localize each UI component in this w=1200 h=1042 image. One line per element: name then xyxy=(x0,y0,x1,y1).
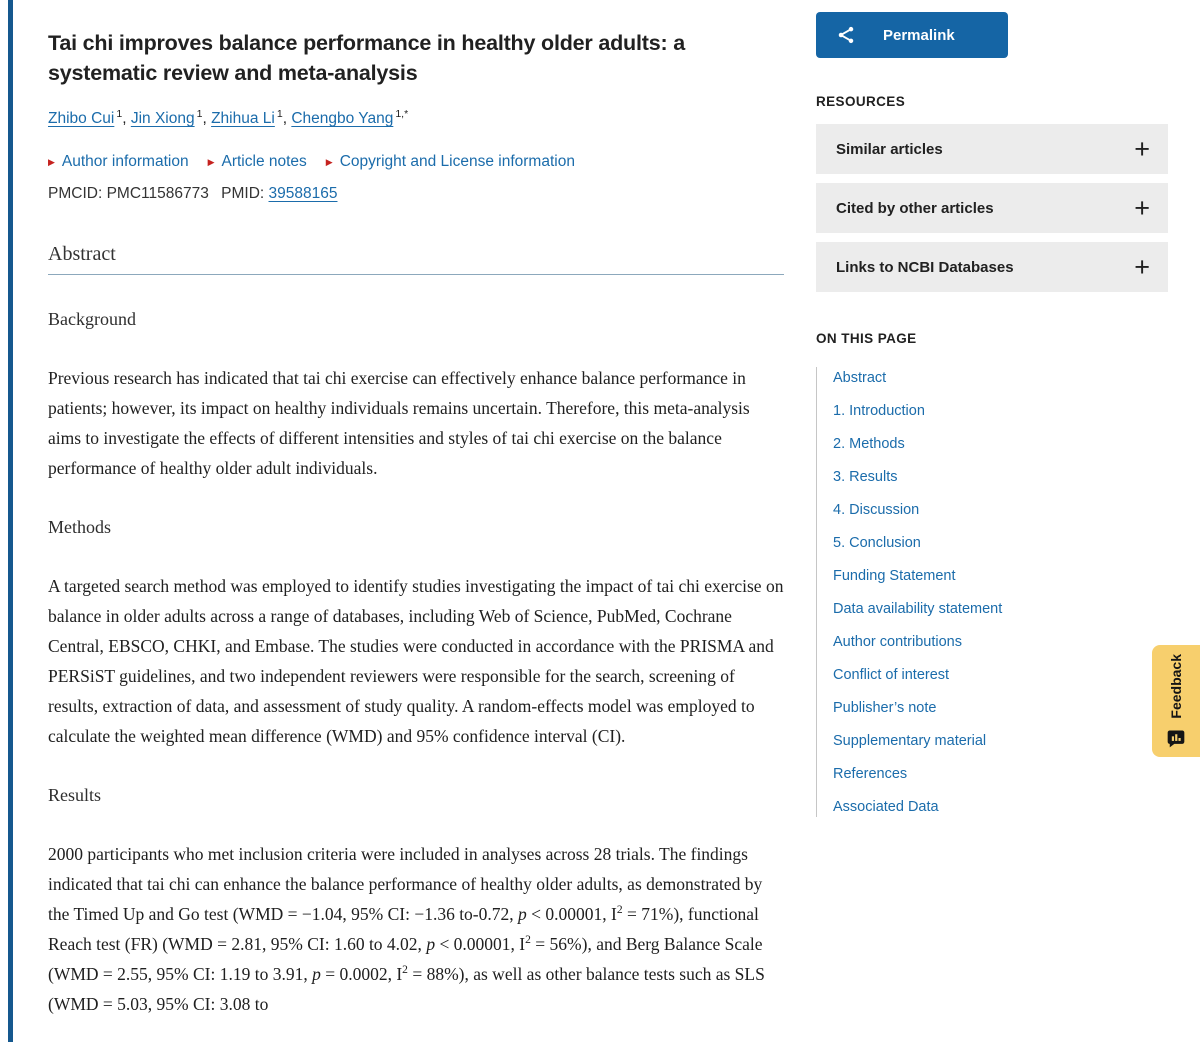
feedback-label: Feedback xyxy=(1168,654,1184,719)
author-affiliation-sup: 1 xyxy=(116,107,123,120)
plus-icon: + xyxy=(1134,252,1150,282)
author-information-link[interactable] xyxy=(48,153,189,171)
toc-item xyxy=(833,734,1168,749)
author xyxy=(291,107,409,127)
plus-icon: + xyxy=(1134,193,1150,223)
toc-item xyxy=(833,371,1168,386)
author-link[interactable]: Jin Xiong xyxy=(130,110,195,127)
plus-icon: + xyxy=(1134,134,1150,164)
toc-item xyxy=(833,800,1168,815)
toc-link-methods[interactable]: 2. Methods xyxy=(833,436,905,452)
pmid-label: PMID: xyxy=(221,185,265,202)
author xyxy=(211,107,292,127)
toc-link-author-contributions[interactable]: Author contributions xyxy=(833,634,962,650)
article-ids xyxy=(48,185,784,203)
similar-articles-accordion[interactable] xyxy=(816,124,1168,174)
article-notes-link[interactable] xyxy=(208,153,307,171)
toc-link-results[interactable]: 3. Results xyxy=(833,469,898,485)
toc-link-conclusion[interactable]: 5. Conclusion xyxy=(833,535,921,551)
toc-item xyxy=(833,668,1168,683)
pmid-link[interactable]: 39588165 xyxy=(268,185,338,202)
toc-item xyxy=(833,635,1168,650)
article-info-links xyxy=(48,153,784,171)
info-link-label: Author information xyxy=(61,153,189,170)
cited-by-accordion[interactable] xyxy=(816,183,1168,233)
author-link[interactable]: Zhibo Cui xyxy=(48,110,115,127)
toc-item xyxy=(833,470,1168,485)
permalink-label: Permalink xyxy=(883,26,955,44)
toc-link-funding-statement[interactable]: Funding Statement xyxy=(833,568,956,584)
article-title: Tai chi improves balance performance in healthy older adults: a systematic review and meta-analysis xyxy=(48,31,685,85)
toc-link-publishers-note[interactable]: Publisher’s note xyxy=(833,700,937,716)
on-this-page-nav xyxy=(816,367,1168,817)
permalink-button[interactable] xyxy=(816,12,1008,58)
author-separator: , xyxy=(282,110,292,127)
toc-item xyxy=(833,767,1168,782)
toc-item xyxy=(833,404,1168,419)
toc-link-references[interactable]: References xyxy=(833,766,908,782)
toc-link-associated-data[interactable]: Associated Data xyxy=(833,799,939,815)
results-paragraph: 2000 participants who met inclusion criteria were included in analyses across 28 trials. The findings indicated that tai chi can enhance the balance performance of healthy older adults, as demonstrated by the Timed Up and Go test (WMD = −1.04, 95% CI: −1.36 to-0.72, p < 0.00001, $I^2 = 71\%$), functional Reach test (FR) (WMD = 2.81, 95% CI: 1.60 to 4.02, p < 0.00001, $I^2 = 56\%$), and Berg Balance Scale (WMD = 2.55, 95% CI: 1.19 to 3.91, p = 0.0002, $I^2 = 88\%$), as well as other balance tests such as SLS (WMD = 5.03, 95% CI: 3.08 to xyxy=(48,844,765,1014)
author-affiliation-sup: 1 xyxy=(196,107,203,120)
toc-link-supplementary-material[interactable]: Supplementary material xyxy=(833,733,987,749)
author xyxy=(48,107,131,127)
accordion-label: Cited by other articles xyxy=(836,199,994,217)
copyright-license-link[interactable] xyxy=(326,153,575,171)
right-sidebar xyxy=(816,0,1168,817)
results-heading: Results xyxy=(48,785,102,805)
toc-item xyxy=(833,536,1168,551)
author-separator: , xyxy=(122,110,131,127)
info-link-label: Article notes xyxy=(221,153,307,170)
share-icon xyxy=(836,25,856,45)
author-link[interactable]: Zhihua Li xyxy=(211,110,275,127)
methods-heading: Methods xyxy=(48,517,111,537)
disclosure-triangle-icon: ▶ xyxy=(207,157,215,167)
accordion-label: Links to NCBI Databases xyxy=(836,258,1014,276)
author-link[interactable]: Chengbo Yang xyxy=(291,110,394,127)
background-heading: Background xyxy=(48,309,136,329)
toc-link-conflict-of-interest[interactable]: Conflict of interest xyxy=(833,667,950,683)
disclosure-triangle-icon: ▶ xyxy=(325,157,333,167)
left-accent-bar xyxy=(8,0,13,1042)
abstract-section xyxy=(48,309,784,1019)
author xyxy=(130,107,212,127)
author-affiliation-sup: 1 xyxy=(276,107,283,120)
author-list xyxy=(48,107,784,128)
author-separator: , xyxy=(202,110,212,127)
pmcid-label: PMCID: xyxy=(48,185,103,202)
background-paragraph: Previous research has indicated that tai chi exercise can effectively enhance balance performance in patients; however, its impact on healthy individuals remains uncertain. Therefore, this meta-analysis aims to investigate the effects of different intensities and styles of tai chi exercise on the balance performance of healthy older adult individuals. xyxy=(48,368,750,478)
methods-paragraph: A targeted search method was employed to identify studies investigating the impact of tai chi exercise on balance in older adults across a range of databases, including Web of Science, PubMed, Cochrane Central, EBSCO, CHKI, and Embase. The studies were conducted in accordance with the PRISMA and PERSiST guidelines, and two independent reviewers were responsible for the search, screening of results, extraction of data, and assessment of study quality. A random-effects model was employed to calculate the weighted mean difference (WMD) and 95% confidence interval (CI). xyxy=(48,576,784,746)
accordion-label: Similar articles xyxy=(836,140,943,158)
on-this-page-heading: ON THIS PAGE xyxy=(816,331,917,346)
toc-link-introduction[interactable]: 1. Introduction xyxy=(833,403,925,419)
author-affiliation-sup: 1,* xyxy=(395,107,409,120)
ncbi-databases-accordion[interactable] xyxy=(816,242,1168,292)
feedback-icon xyxy=(1166,728,1186,748)
toc-item xyxy=(833,602,1168,617)
toc-item xyxy=(833,569,1168,584)
resources-heading: RESOURCES xyxy=(816,94,906,109)
toc-link-abstract[interactable]: Abstract xyxy=(833,370,887,386)
article-content xyxy=(48,0,784,1019)
toc-link-discussion[interactable]: 4. Discussion xyxy=(833,502,920,518)
disclosure-triangle-icon: ▶ xyxy=(48,157,55,167)
info-link-label: Copyright and License information xyxy=(339,153,575,170)
pmcid-value: PMC11586773 xyxy=(106,185,209,202)
abstract-heading: Abstract xyxy=(48,243,784,275)
toc-item xyxy=(833,701,1168,716)
toc-link-data-availability[interactable]: Data availability statement xyxy=(833,601,1003,617)
toc-item xyxy=(833,437,1168,452)
toc-item xyxy=(833,503,1168,518)
feedback-button[interactable] xyxy=(1152,645,1200,757)
